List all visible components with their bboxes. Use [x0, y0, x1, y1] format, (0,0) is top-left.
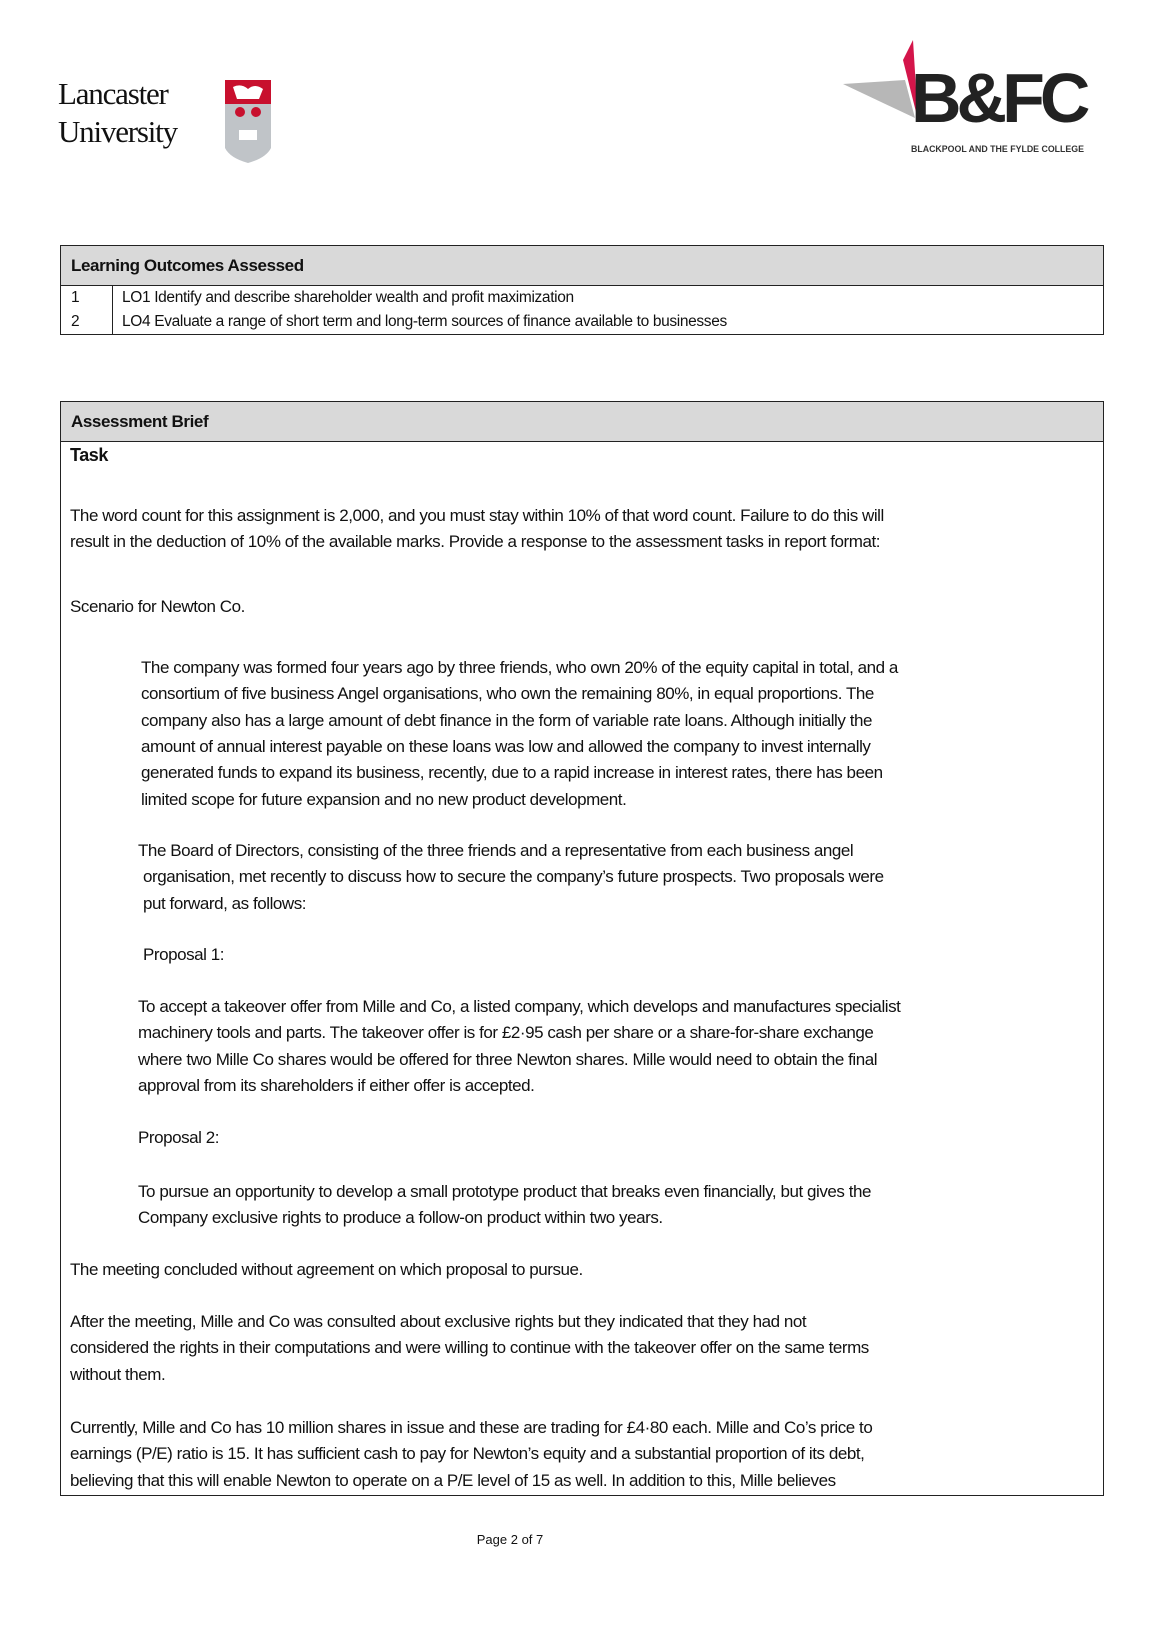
learning-outcomes-header: Learning Outcomes Assessed	[61, 246, 1103, 286]
bfc-logo-mark: B&FC	[911, 59, 1086, 137]
text-line: The Board of Directors, consisting of the three friends and a representative from each business angel	[138, 841, 854, 860]
bfc-logo	[843, 40, 1111, 162]
text-line: consortium of five business Angel organisations, who own the remaining 80%, in equal proportions. The	[141, 684, 874, 704]
lancaster-logo-line2: University	[58, 114, 177, 149]
text-line: To pursue an opportunity to develop a small prototype product that breaks even financially, but gives the	[138, 1182, 872, 1201]
page-number: Page 2 of 7	[476, 1532, 544, 1547]
task-heading: Task	[70, 445, 108, 465]
text-line: believing that this will enable Newton to operate on a P/E level of 15 as well. In addition to this, Mille believes	[70, 1470, 836, 1490]
text-line: where two Mille Co shares would be offered for three Newton shares. Mille would need to obtain the final	[138, 1049, 878, 1069]
lancaster-university-logo	[58, 76, 283, 166]
text-line: generated funds to expand its business, recently, due to a rapid increase in interest rates, there has been	[141, 763, 883, 783]
text-line: Company exclusive rights to produce a follow-on product within two years.	[138, 1208, 663, 1228]
text-line: Proposal 1:	[143, 945, 225, 964]
lo-number: 1	[71, 289, 80, 306]
text-line: machinery tools and parts. The takeover offer is for £2·95 cash per share or a share-for-share exchange	[138, 1023, 874, 1043]
text-line: To accept a takeover offer from Mille and Co, a listed company, which develops and manufactures specialist	[138, 997, 901, 1016]
lo-text: LO4 Evaluate a range of short term and long-term sources of finance available to businesses	[122, 313, 727, 330]
text-line: earnings (P/E) ratio is 15. It has sufficient cash to pay for Newton’s equity and a substantial proportion of its debt,	[70, 1444, 865, 1464]
text-line: company also has a large amount of debt finance in the form of variable rate loans. Although initially the	[141, 710, 872, 730]
text-line: without them.	[70, 1364, 166, 1384]
lo-text: LO1 Identify and describe shareholder wealth and profit maximization	[122, 289, 574, 306]
text-line: The meeting concluded without agreement on which proposal to pursue.	[70, 1260, 583, 1279]
text-line: The company was formed four years ago by three friends, who own 20% of the equity capital in total, and a	[141, 658, 898, 677]
bfc-logo-subtitle: BLACKPOOL AND THE FYLDE COLLEGE	[911, 144, 1085, 154]
text-line: put forward, as follows:	[143, 893, 307, 913]
text-line: The word count for this assignment is 2,000, and you must stay within 10% of that word count. Failure to do this will	[70, 506, 884, 525]
text-line: approval from its shareholders if either offer is accepted.	[138, 1075, 535, 1095]
lancaster-logo-line1: Lancaster	[58, 76, 168, 111]
text-line: After the meeting, Mille and Co was consulted about exclusive rights but they indicated that they had not	[70, 1312, 807, 1331]
text-line: Scenario for Newton Co.	[70, 597, 245, 616]
text-line: limited scope for future expansion and no new product development.	[141, 789, 627, 809]
text-line: amount of annual interest payable on these loans was low and allowed the company to invest internally	[141, 736, 871, 756]
text-line: Proposal 2:	[138, 1128, 220, 1147]
text-line: result in the deduction of 10% of the available marks. Provide a response to the assessment tasks in report format:	[70, 532, 881, 552]
column-divider	[112, 286, 113, 334]
assessment-brief-header: Assessment Brief	[61, 402, 1103, 442]
text-line: organisation, met recently to discuss how to secure the company’s future prospects. Two proposals were	[143, 867, 884, 887]
learning-outcomes-table	[60, 245, 1104, 335]
lo-number: 2	[71, 313, 80, 330]
text-line: Currently, Mille and Co has 10 million shares in issue and these are trading for £4·80 each. Mille and Co’s price to	[70, 1418, 873, 1437]
text-line: considered the rights in their computations and were willing to continue with the takeover offer on the same terms	[70, 1338, 869, 1358]
